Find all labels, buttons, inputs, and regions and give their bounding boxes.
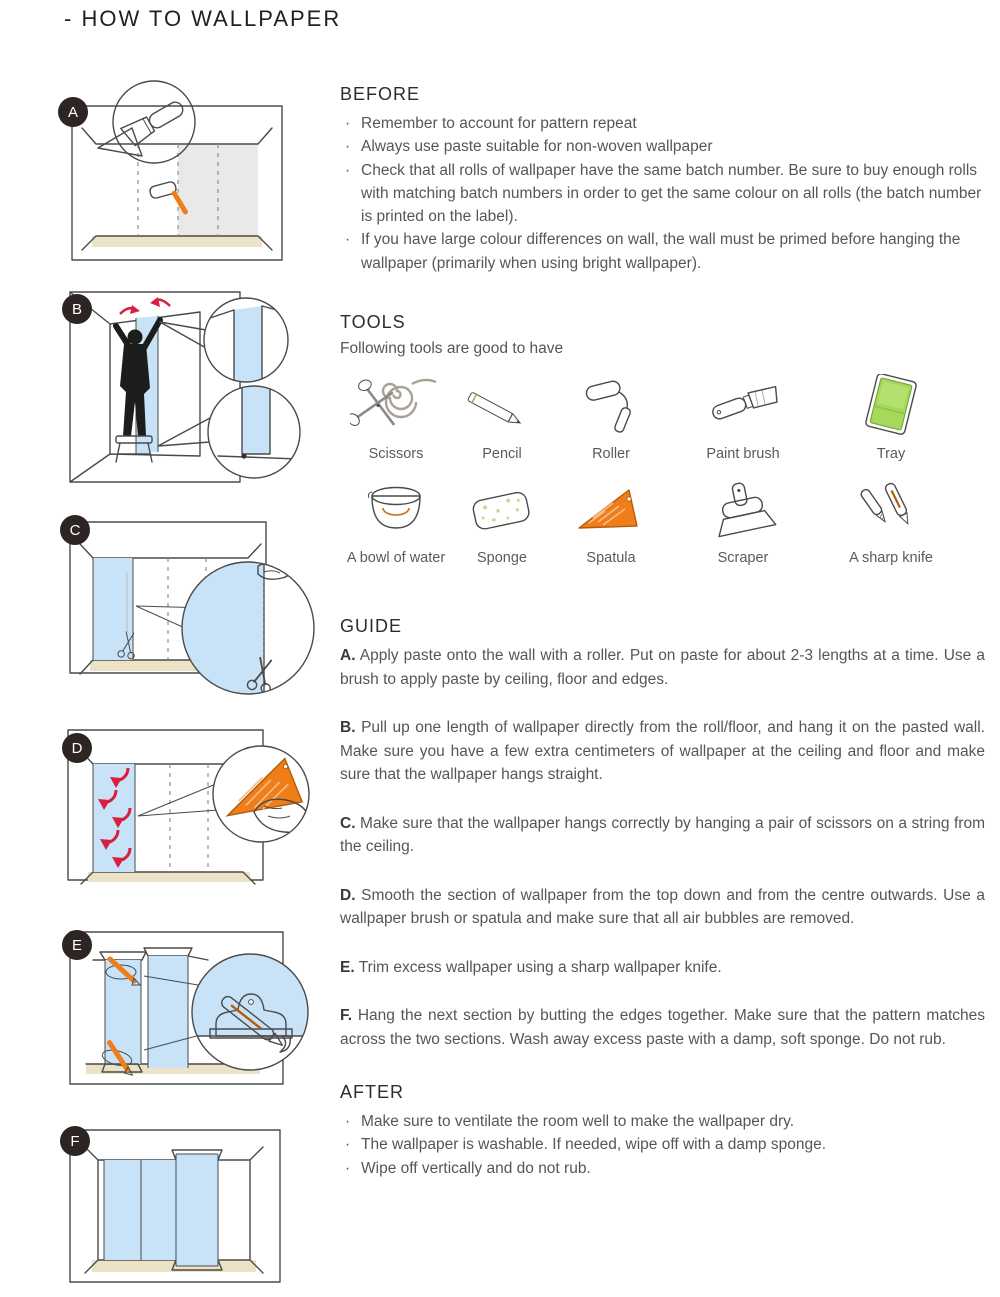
tools-grid [340,372,985,566]
sponge-icon [456,478,548,546]
step-text: Pull up one length of wallpaper directly from the roll/floor, and hang it on the pasted wall. Make sure you have a few extra centimeters of wallpaper at the ceiling and floor and make sure that the wallpaper hangs straight. [340,719,985,784]
tray-icon [845,374,937,442]
sharp-knife-icon [845,478,937,546]
after-section [340,1082,985,1180]
step-b-badge: B [62,294,92,324]
tool-label: A bowl of water [346,550,446,566]
paint-brush-callout-icon [121,96,187,147]
illustration-step-c [58,510,338,710]
guide-step-e [340,956,985,980]
tool-pencil [452,372,552,462]
step-text: Make sure that the wallpaper hangs correctly by hanging a pair of scissors on a string from the ceiling. [340,814,985,856]
before-heading: BEFORE [340,84,421,104]
illustration-step-e [58,924,338,1109]
roller-icon [565,374,657,442]
tool-label: Sponge [477,550,527,566]
illustration-step-f [58,1122,338,1292]
step-text: Trim excess wallpaper using a sharp wallpaper knife. [358,958,722,976]
guide-step-d [340,884,985,931]
tool-bowl-of-water [340,476,452,566]
spatula-icon [565,478,657,546]
guide-section [340,616,985,1077]
paint-brush-icon [697,374,789,442]
tool-scissors [340,372,452,462]
paste-wall-diagram [58,78,338,270]
step-a-badge: A [58,97,88,127]
guide-step-f [340,1004,985,1051]
step-letter: D. [340,886,356,904]
guide-step-c [340,812,985,859]
tool-spatula [552,476,670,566]
step-letter: A. [340,647,356,664]
step-letter: C. [340,814,356,832]
pencil-icon [456,374,548,442]
scissors-icon [350,374,442,442]
after-bullet-list [340,1110,985,1180]
tool-label: Scissors [368,446,424,462]
after-bullet: · Wipe off vertically and do not rub. [340,1157,985,1180]
scraper-icon [697,478,789,546]
after-bullet: · Make sure to ventilate the room well to make the wallpaper dry. [340,1110,985,1133]
step-text: Hang the next section by butting the edges together. Make sure that the pattern matches across the two sections. Wash away excess paste with a damp, soft sponge. Do not rub. [340,1007,985,1049]
trim-wallpaper-diagram [58,924,338,1109]
hang-wallpaper-diagram [58,286,338,491]
smooth-wallpaper-diagram [58,724,338,919]
before-bullet: · If you have large colour differences on wall, the wall must be primed before hanging the wallpaper (primarily when using bright wallpaper). [340,228,985,275]
step-letter: E. [340,958,355,976]
step-d-badge: D [62,733,92,763]
plumb-line-diagram [58,510,338,710]
tool-label: Scraper [717,550,769,566]
guide-step-b [340,716,985,787]
illustration-step-a [58,78,338,270]
tool-label: A sharp knife [849,550,933,566]
tools-subtitle: Following tools are good to have [340,340,564,357]
before-bullet-list [340,112,985,275]
step-letter: F. [340,1007,353,1025]
tools-heading: TOOLS [340,312,406,332]
tool-sponge [452,476,552,566]
before-bullet: · Remember to account for pattern repeat [340,112,985,135]
tool-label: Roller [592,446,630,462]
tool-sharp-knife [816,476,966,566]
tool-tray [816,372,966,462]
step-f-badge: F [60,1126,90,1156]
tools-section [340,312,985,566]
step-c-badge: C [60,515,90,545]
before-bullet: · Check that all rolls of wallpaper have the same batch number. Be sure to buy enough rolls with matching batch numbers in order to get the same colour on all rolls (the batch number is printed on the label). [340,159,985,229]
bowl-of-water-icon [350,478,442,546]
finished-wall-diagram [58,1122,338,1292]
before-section [340,84,985,275]
step-e-badge: E [62,930,92,960]
page-title: - HOW TO WALLPAPER [64,6,342,31]
before-bullet: · Always use paste suitable for non-woven wallpaper [340,135,985,158]
illustration-step-d [58,724,338,919]
tool-roller [552,372,670,462]
tool-label: Spatula [586,550,636,566]
illustration-step-b [58,286,338,491]
guide-step-a [340,644,985,691]
after-heading: AFTER [340,1082,405,1102]
step-letter: B. [340,719,356,737]
guide-heading: GUIDE [340,616,403,636]
after-bullet: · The wallpaper is washable. If needed, wipe off with a damp sponge. [340,1133,985,1156]
tool-paint-brush [670,372,816,462]
tool-scraper [670,476,816,566]
tool-label: Tray [876,446,906,462]
step-text: Apply paste onto the wall with a roller. Put on paste for about 2-3 lengths at a time. Use a brush to apply paste by ceiling, floor and edges. [340,647,985,688]
tool-label: Paint brush [706,446,780,462]
tool-label: Pencil [482,446,522,462]
step-text: Smooth the section of wallpaper from the top down and from the centre outwards. Use a wallpaper brush or spatula and make sure that all air bubbles are removed. [340,886,985,928]
